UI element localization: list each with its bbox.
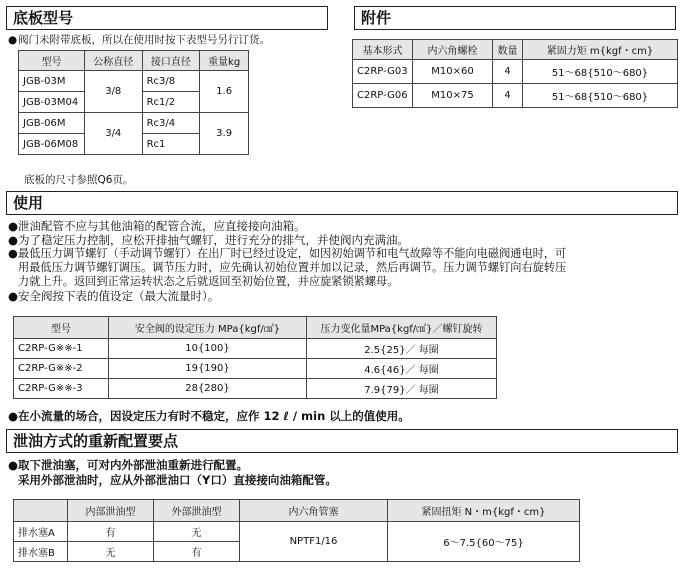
header-external: 外部泄油型	[154, 500, 240, 522]
header-model: 型号	[19, 51, 85, 71]
table-cell-pressure: 10{100}	[109, 339, 307, 359]
table-cell-name: 排水塞A	[14, 522, 68, 542]
usage-title-text: 使用	[13, 194, 44, 212]
table-cell-nominal: 3/8	[84, 71, 142, 113]
table-cell-torque: 51～68{510～680}	[523, 84, 678, 108]
table-cell-model: C2RP-G※※-1	[14, 339, 109, 359]
accessory-table	[352, 39, 678, 108]
header-pressure-change: 压力变化量MPa{kgf/㎠}／螺钉旋转	[307, 317, 497, 339]
table-cell-torque: 51～68{510～680}	[523, 60, 678, 84]
table-cell-qty: 4	[493, 84, 523, 108]
table-cell-internal: 有	[68, 522, 154, 542]
table-cell-external: 无	[154, 522, 240, 542]
drain-note-1: ●取下泄油塞，可对内外部泄油重新进行配置。	[8, 458, 248, 472]
table-cell-form: C2RP-G06	[353, 84, 413, 108]
usage-bullet-3: ●最低压力调节螺钉（手动调节螺钉）在出厂时已经过设定，如因初始调节和电气故障等不能向电磁阀通电时，可	[8, 247, 567, 260]
header-nominal: 公称直径	[84, 51, 142, 71]
bullet-dot-icon: ●	[8, 219, 19, 233]
table-cell-external: 有	[154, 542, 240, 562]
table-cell-form: C2RP-G03	[353, 60, 413, 84]
table-cell-bolt: M10×75	[413, 84, 493, 108]
table-cell-name: 排水塞B	[14, 542, 68, 562]
header-qty: 数量	[493, 40, 523, 60]
drain-section-title	[6, 429, 678, 453]
relief-valve-table	[13, 316, 497, 399]
bullet-dot-icon: ●	[8, 247, 18, 260]
table-cell-weight: 1.6	[200, 71, 249, 113]
table-cell-pressure: 19{190}	[109, 359, 307, 379]
table-cell-torque: 6～7.5{60～75}	[388, 522, 580, 562]
header-model: 型号	[14, 317, 109, 339]
header-plug: 内六角管塞	[240, 500, 388, 522]
table-cell-change: 4.6{46}／ 每圈	[307, 359, 497, 379]
table-cell-model: JGB-03M04	[19, 92, 85, 113]
header-port: 接口直径	[142, 51, 200, 71]
base-plate-footnote: 底板的尺寸参照Q6页。	[24, 174, 134, 186]
table-cell-internal: 无	[68, 542, 154, 562]
table-cell-bolt: M10×60	[413, 60, 493, 84]
usage-bullet-3-cont-1: 用最低压力调节螺钉调压。调节压力时，应先确认初始位置并加以记录，然后再调节。压力调节螺钉向右旋转压	[18, 261, 567, 274]
table-cell-nominal: 3/4	[84, 113, 142, 155]
header-torque: 紧固扭矩 N・m{kgf・cm}	[388, 500, 580, 522]
table-cell-port: Rc3/8	[142, 71, 200, 92]
table-cell-change: 7.9{79}／ 每圈	[307, 379, 497, 399]
base-plate-note: ●阀门未附带底板，所以在使用时按下表型号另行订货。	[8, 34, 270, 46]
usage-bullet-2: ●为了稳定压力控制，应松开排抽气螺钉，进行充分的排气，并使阀内充满油。	[8, 233, 409, 247]
header-weight: 重量kg	[200, 51, 249, 71]
header-blank	[14, 500, 68, 522]
bullet-dot-icon: ●	[8, 34, 18, 46]
table-cell-model: JGB-06M08	[19, 134, 85, 155]
header-set-pressure: 安全阀的设定压力 MPa{kgf/㎠}	[109, 317, 307, 339]
accessory-title-text: 附件	[361, 9, 392, 27]
low-flow-note: ●在小流量的场合，因设定压力有时不稳定，应作 12 ℓ / min 以上的值使用。	[8, 409, 410, 423]
header-internal: 内部泄油型	[68, 500, 154, 522]
table-cell-change: 2.5{25}／ 每圈	[307, 339, 497, 359]
usage-section-title	[6, 191, 678, 215]
usage-bullet-3-cont-2: 力就上升。返回到正常运转状态之后就返回至初始位置，并应旋紧锁紧螺母。	[18, 275, 399, 288]
base-plate-section-title	[6, 6, 328, 30]
table-cell-port: Rc3/4	[142, 113, 200, 134]
base-plate-title-text: 底板型号	[13, 9, 74, 27]
usage-bullet-1: ●泄油配管不应与其他油箱的配管合流，应直接接向油箱。	[8, 219, 306, 233]
bullet-dot-icon: ●	[8, 233, 19, 247]
table-cell-qty: 4	[493, 60, 523, 84]
table-cell-model: JGB-06M	[19, 113, 85, 134]
bullet-dot-icon: ●	[8, 409, 19, 423]
bullet-dot-icon: ●	[8, 289, 19, 303]
table-cell-model: JGB-03M	[19, 71, 85, 92]
drain-note-2: 采用外部泄油时，应从外部泄油口（Y口）直接接向油箱配管。	[18, 473, 337, 487]
drain-title-text: 泄油方式的重新配置要点	[13, 432, 179, 450]
table-cell-port: Rc1	[142, 134, 200, 155]
table-cell-pressure: 28{280}	[109, 379, 307, 399]
usage-bullet-4: ●安全阀按下表的值设定（最大流量时）。	[8, 289, 220, 303]
table-cell-port: Rc1/2	[142, 92, 200, 113]
base-plate-table	[18, 50, 249, 155]
header-torque: 紧固力矩 m{kgf・cm}	[523, 40, 678, 60]
accessory-section-title	[354, 6, 676, 30]
table-cell-model: C2RP-G※※-3	[14, 379, 109, 399]
header-form: 基本形式	[353, 40, 413, 60]
bullet-dot-icon: ●	[8, 458, 19, 472]
drain-plug-table	[13, 499, 580, 562]
table-cell-plug: NPTF1/16	[240, 522, 388, 562]
table-cell-weight: 3.9	[200, 113, 249, 155]
header-bolt: 内六角螺栓	[413, 40, 493, 60]
table-cell-model: C2RP-G※※-2	[14, 359, 109, 379]
